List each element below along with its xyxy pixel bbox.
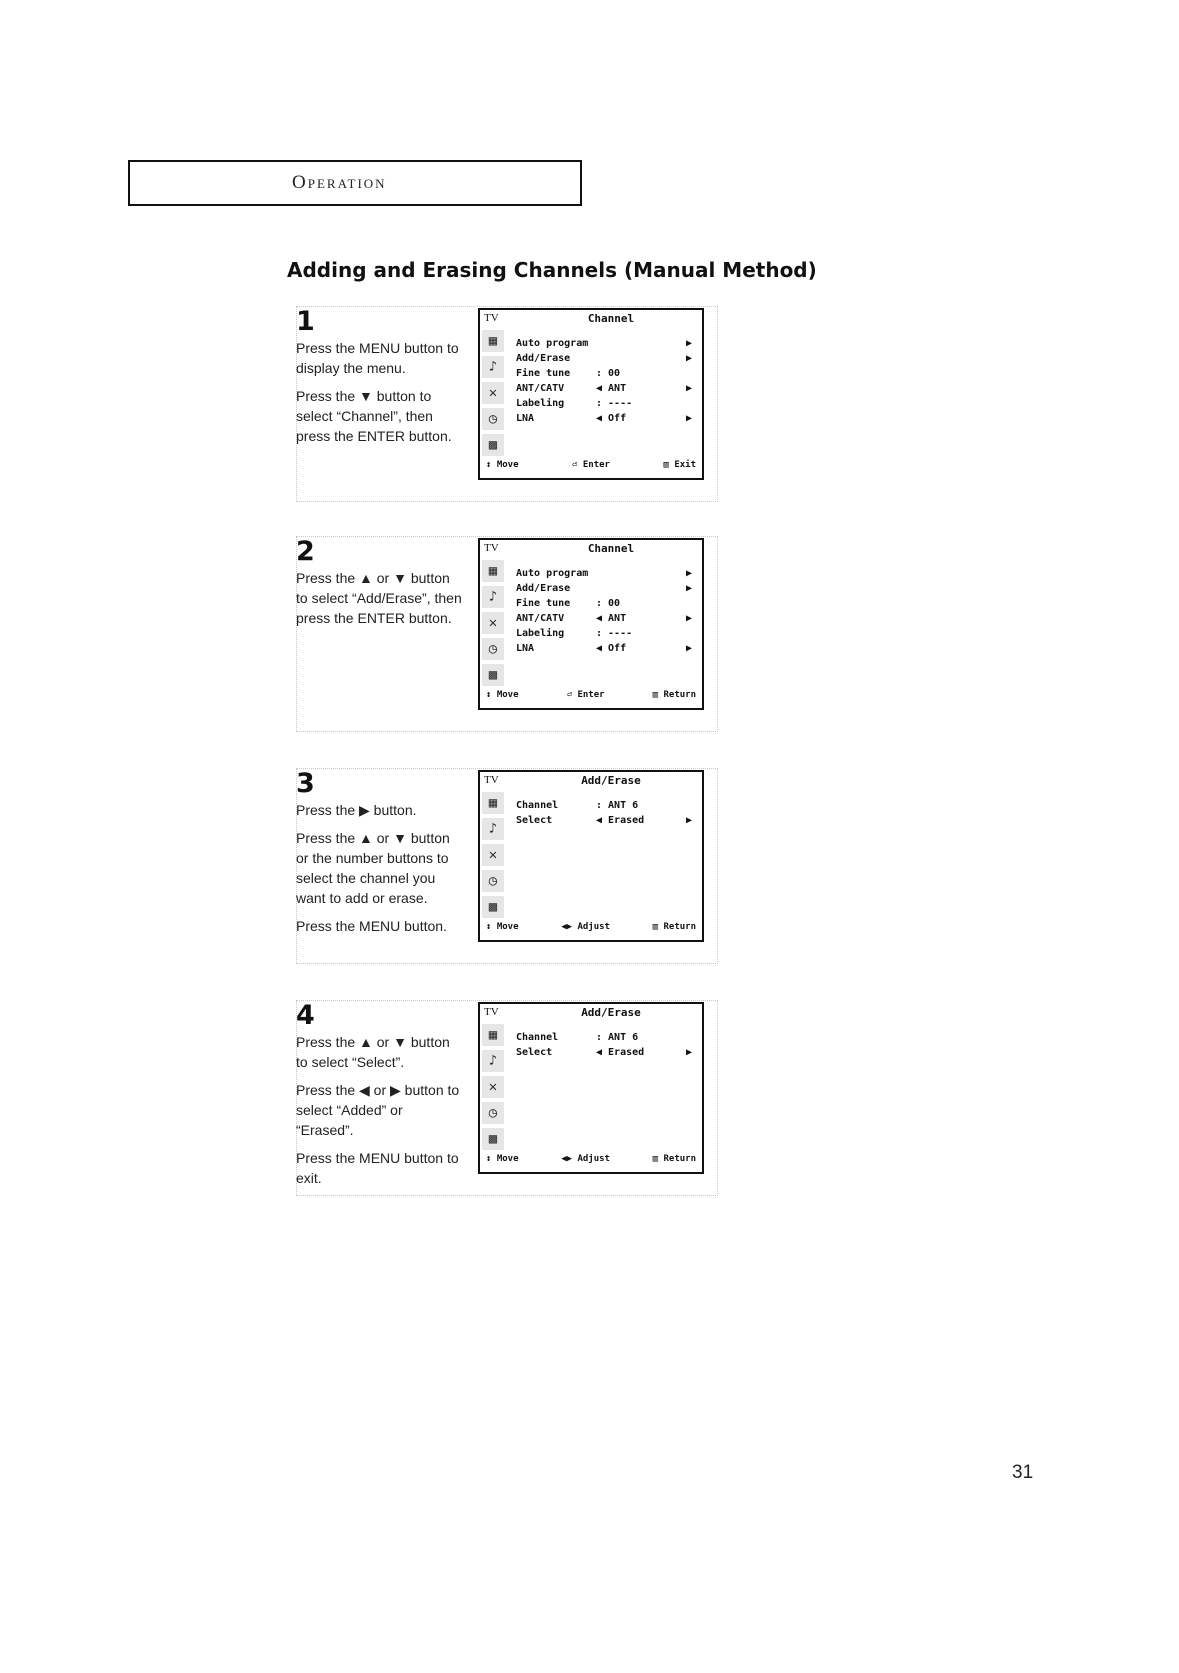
step-4 [296, 1000, 716, 1200]
step-1 [296, 306, 716, 506]
osd-menu-item [516, 351, 698, 366]
osd-item-value: : ---- [596, 398, 633, 409]
osd-footer-hint: ⏎ Enter [566, 690, 605, 700]
osd-item-label: Add/Erase [516, 583, 571, 594]
osd-footer-hint: ▥ Return [652, 922, 696, 932]
osd-item-label: Channel [516, 800, 559, 811]
instruction-paragraph: Press the MENU button. [296, 918, 447, 934]
osd-menu-item [516, 813, 698, 828]
osd-title: Add/Erase [581, 774, 641, 787]
osd-footer-hint: ◀▶ Adjust [561, 1154, 610, 1164]
instruction-paragraph: Press the MENU button to exit. [296, 1150, 459, 1186]
osd-item-label: ANT/CATV [516, 383, 565, 394]
osd-menu-item [516, 1045, 698, 1060]
osd-footer-hint: ↕ Move [486, 922, 519, 932]
osd-item-value: ◀ ANT [596, 613, 627, 624]
osd-menu-item [516, 626, 698, 641]
step-instructions [296, 800, 464, 944]
osd-footer [486, 1154, 696, 1168]
osd-title: Channel [587, 542, 635, 555]
osd-item-label: Select [516, 815, 553, 826]
step-number: 1 [296, 306, 315, 337]
osd-icon-column [482, 560, 506, 690]
osd-title: Channel [587, 312, 635, 325]
osd-icon-column [482, 792, 506, 922]
instruction-paragraph: Press the ▲ or ▼ button or the number buttons to select the channel you want to add or erase. [296, 830, 450, 906]
instruction-paragraph: Press the ◀ or ▶ button to select “Added” or “Erased”. [296, 1082, 460, 1138]
osd-item-label: LNA [516, 413, 535, 424]
osd-screen [478, 538, 704, 710]
osd-footer-hint: ↕ Move [486, 690, 519, 700]
setup-icon: ▩ [482, 1128, 504, 1150]
osd-item-value: ◀ Off [596, 413, 627, 424]
osd-menu-item [516, 366, 698, 381]
osd-title: Add/Erase [581, 1006, 641, 1019]
sound-icon: ♪ [482, 818, 504, 840]
osd-footer-hint: ▥ Return [652, 1154, 696, 1164]
osd-item-label: Add/Erase [516, 353, 571, 364]
osd-footer-hint: ↕ Move [486, 1154, 519, 1164]
channel-antenna-icon: ✕ [482, 844, 504, 866]
instruction-paragraph: Press the MENU button to display the menu. [296, 340, 459, 376]
osd-menu-rows [516, 798, 698, 828]
osd-item-value: : ---- [596, 628, 633, 639]
osd-tv-label: TV [484, 774, 499, 786]
osd-menu-item [516, 641, 698, 656]
osd-arrow-icon: ▶ [685, 583, 692, 594]
channel-antenna-icon: ✕ [482, 382, 504, 404]
osd-menu-item [516, 798, 698, 813]
osd-arrow-icon: ▶ [685, 613, 692, 624]
osd-arrow-icon: ▶ [685, 1047, 692, 1058]
osd-footer-hint: ⏎ Enter [572, 460, 610, 470]
instruction-paragraph: Press the ▲ or ▼ button to select “Select”. [296, 1034, 450, 1070]
osd-icon-column [482, 1024, 506, 1154]
osd-icon-column [482, 330, 506, 460]
osd-footer [486, 922, 696, 936]
osd-menu-item [516, 1030, 698, 1045]
picture-icon: ▦ [482, 330, 504, 352]
osd-item-label: Select [516, 1047, 553, 1058]
osd-item-label: Auto program [516, 338, 589, 349]
sound-icon: ♪ [482, 356, 504, 378]
sound-icon: ♪ [482, 586, 504, 608]
setup-icon: ▩ [482, 896, 504, 918]
osd-footer-hint: ▥ Exit [663, 460, 696, 470]
step-instructions [296, 568, 464, 636]
page-title: Adding and Erasing Channels (Manual Method) [287, 258, 817, 282]
instruction-paragraph: Press the ▲ or ▼ button to select “Add/Erase”, then press the ENTER button. [296, 570, 462, 626]
osd-menu-item [516, 396, 698, 411]
osd-item-label: LNA [516, 643, 535, 654]
osd-item-value: : ANT 6 [596, 1032, 639, 1043]
clock-icon: ◷ [482, 1102, 504, 1124]
osd-menu-rows [516, 1030, 698, 1060]
osd-item-label: Fine tune [516, 598, 571, 609]
osd-arrow-icon: ▶ [685, 353, 692, 364]
section-header [128, 160, 582, 206]
osd-footer-hint: ◀▶ Adjust [561, 922, 610, 932]
osd-footer-hint: ↕ Move [486, 460, 519, 470]
osd-menu-item [516, 411, 698, 426]
osd-item-value: : 00 [596, 368, 621, 379]
osd-tv-label: TV [484, 542, 499, 554]
osd-arrow-icon: ▶ [685, 338, 692, 349]
osd-screen [478, 308, 704, 480]
page-number: 31 [1012, 1462, 1034, 1483]
instruction-paragraph: Press the ▼ button to select “Channel”, then press the ENTER button. [296, 388, 452, 444]
step-number: 3 [296, 768, 315, 799]
osd-footer [486, 460, 696, 474]
step-number: 4 [296, 1000, 315, 1031]
channel-antenna-icon: ✕ [482, 1076, 504, 1098]
osd-menu-item [516, 381, 698, 396]
osd-arrow-icon: ▶ [685, 383, 692, 394]
setup-icon: ▩ [482, 664, 504, 686]
osd-menu-item [516, 336, 698, 351]
osd-item-value: ◀ Erased [596, 815, 645, 826]
osd-item-label: Channel [516, 1032, 559, 1043]
sound-icon: ♪ [482, 1050, 504, 1072]
osd-footer [486, 690, 696, 704]
clock-icon: ◷ [482, 870, 504, 892]
step-2 [296, 536, 716, 736]
osd-arrow-icon: ▶ [685, 413, 692, 424]
osd-item-value: ◀ Erased [596, 1047, 645, 1058]
osd-screen [478, 1002, 704, 1174]
osd-item-label: Auto program [516, 568, 589, 579]
instruction-paragraph: Press the ▶ button. [296, 802, 417, 818]
osd-item-label: Labeling [516, 628, 565, 639]
osd-menu-item [516, 581, 698, 596]
osd-footer-hint: ▥ Return [652, 690, 696, 700]
osd-menu-item [516, 566, 698, 581]
osd-item-value: ◀ Off [596, 643, 627, 654]
osd-menu-rows [516, 566, 698, 656]
step-number: 2 [296, 536, 315, 567]
step-instructions [296, 1032, 464, 1196]
osd-tv-label: TV [484, 312, 499, 324]
step-3 [296, 768, 716, 968]
osd-item-value: ◀ ANT [596, 383, 627, 394]
osd-item-value: : 00 [596, 598, 621, 609]
osd-item-value: : ANT 6 [596, 800, 639, 811]
clock-icon: ◷ [482, 638, 504, 660]
step-instructions [296, 338, 464, 454]
channel-antenna-icon: ✕ [482, 612, 504, 634]
osd-tv-label: TV [484, 1006, 499, 1018]
osd-arrow-icon: ▶ [685, 815, 692, 826]
picture-icon: ▦ [482, 792, 504, 814]
osd-menu-rows [516, 336, 698, 426]
clock-icon: ◷ [482, 408, 504, 430]
setup-icon: ▩ [482, 434, 504, 456]
osd-menu-item [516, 596, 698, 611]
osd-menu-item [516, 611, 698, 626]
section-label: Operation [292, 172, 387, 193]
osd-item-label: Fine tune [516, 368, 571, 379]
osd-arrow-icon: ▶ [685, 643, 692, 654]
picture-icon: ▦ [482, 1024, 504, 1046]
osd-arrow-icon: ▶ [685, 568, 692, 579]
osd-item-label: ANT/CATV [516, 613, 565, 624]
picture-icon: ▦ [482, 560, 504, 582]
osd-screen [478, 770, 704, 942]
osd-item-label: Labeling [516, 398, 565, 409]
